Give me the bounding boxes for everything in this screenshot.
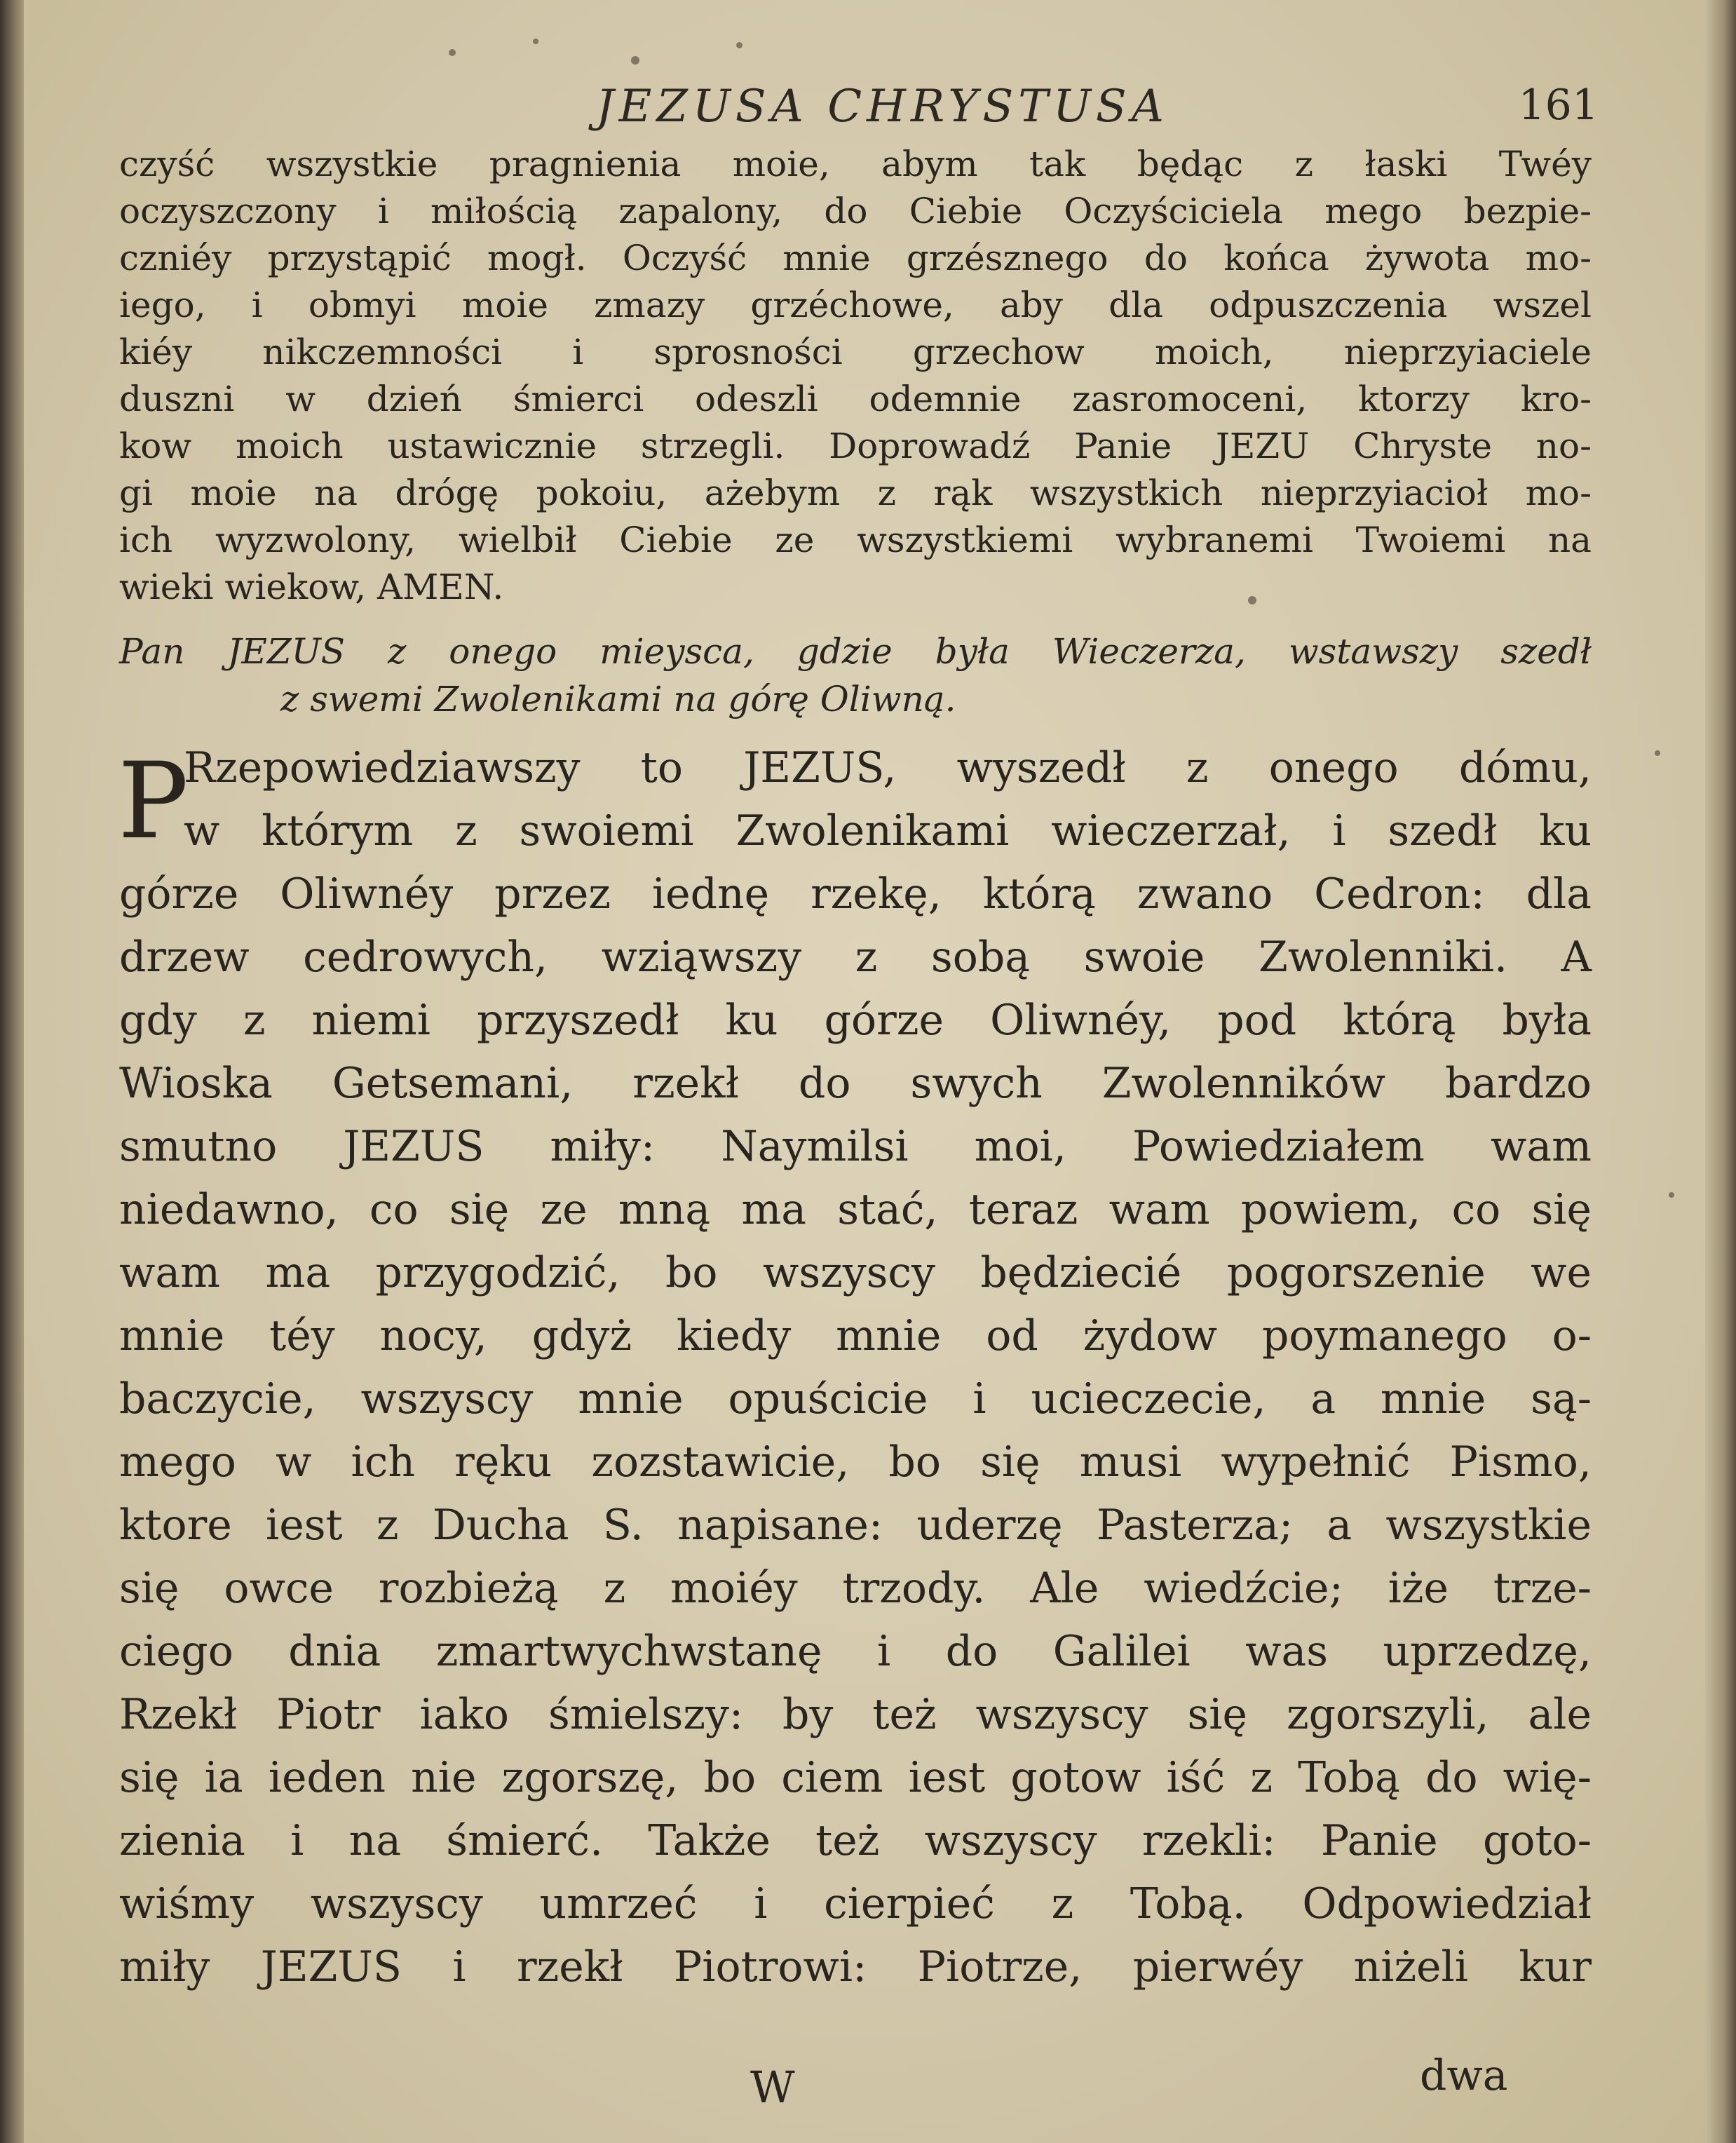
paper-speck — [449, 49, 456, 56]
page-header — [105, 81, 1599, 144]
body-line: ktore iest z Ducha S. napisane: uderzę Pasterza; a wszystkie — [119, 1501, 1592, 1550]
paper-speck — [1669, 1192, 1674, 1198]
body-line: górze Oliwnéy przez iednę rzekę, którą zwano Cedron: dla — [119, 870, 1592, 919]
prayer-line: oczyszczony i miłością zapalony, do Ciebie Oczyściciela mego bezpie- — [119, 191, 1592, 231]
body-line: drzew cedrowych, wziąwszy z sobą swoie Zwolenniki. A — [119, 933, 1592, 982]
prayer-line: czniéy przystąpić mogł. Oczyść mnie grzésznego do końca żywota mo- — [119, 238, 1592, 278]
prayer-line: kow moich ustawicznie strzegli. Doprowadź Panie JEZU Chryste no- — [119, 426, 1592, 466]
subheading-line-1: Pan JEZUS z onego mieysca, gdzie była Wieczerza, wstawszy szedł — [119, 631, 1592, 672]
body-line: zienia i na śmierć. Także też wszyscy rzekli: Panie goto- — [119, 1816, 1592, 1865]
page-number: 161 — [1518, 81, 1599, 130]
paper-speck — [631, 56, 639, 65]
signature-mark: W — [750, 2062, 795, 2113]
catchword: dwa — [1420, 2051, 1508, 2100]
paper-speck — [533, 39, 538, 44]
page-right-edge — [1705, 0, 1736, 2143]
body-line: miły JEZUS i rzekł Piotrowi: Piotrze, pierwéy niżeli kur — [119, 1942, 1592, 1992]
body-line: w którym z swoiemi Zwolenikami wieczerzał, i szedł ku — [184, 806, 1592, 856]
body-line: baczycie, wszyscy mnie opuścicie i ucieczecie, a mnie są- — [119, 1374, 1592, 1424]
body-line: mnie téy nocy, gdyż kiedy mnie od żydow poymanego o- — [119, 1311, 1592, 1360]
body-line: się owce rozbieżą z moiéy trzody. Ale wiedźcie; iże trze- — [119, 1564, 1592, 1613]
running-title: JEZUSA CHRYSTUSA — [596, 81, 1169, 133]
body-line: mego w ich ręku zozstawicie, bo się musi wypełnić Pismo, — [119, 1438, 1592, 1487]
body-line: się ia ieden nie zgorszę, bo ciem iest gotow iść z Tobą do wię- — [119, 1753, 1592, 1802]
prayer-line: ich wyzwolony, wielbił Ciebie ze wszystkiemi wybranemi Twoiemi na — [119, 520, 1592, 560]
drop-cap: P — [118, 741, 189, 863]
body-line: wiśmy wszyscy umrzeć i cierpieć z Tobą. Odpowiedział — [119, 1879, 1592, 1928]
prayer-line: czyść wszystkie pragnienia moie, abym tak będąc z łaski Twéy — [119, 144, 1592, 184]
body-line: niedawno, co się ze mną ma stać, teraz wam powiem, co się — [119, 1185, 1592, 1234]
prayer-line: kiéy nikczemności i sprosności grzechow moich, nieprzyiaciele — [119, 332, 1592, 372]
paper-speck — [1655, 750, 1660, 756]
subheading-line-2: z swemi Zwolenikami na górę Oliwną. — [280, 679, 956, 719]
paper-speck — [736, 42, 742, 48]
body-line: smutno JEZUS miły: Naymilsi moi, Powiedziałem wam — [119, 1122, 1592, 1171]
body-line: wam ma przygodzić, bo wszyscy będziecié pogorszenie we — [119, 1248, 1592, 1297]
body-line: Wioska Getsemani, rzekł do swych Zwolenników bardzo — [119, 1059, 1592, 1108]
prayer-line: duszni w dzień śmierci odeszli odemnie zasromoceni, ktorzy kro- — [119, 379, 1592, 419]
body-line: Rzekł Piotr iako śmielszy: by też wszyscy się zgorszyli, ale — [119, 1690, 1592, 1739]
body-line: gdy z niemi przyszedł ku górze Oliwnéy, pod którą była — [119, 996, 1592, 1045]
paper-speck — [1248, 596, 1256, 604]
prayer-line: gi moie na drógę pokoiu, ażebym z rąk wszystkich nieprzyiacioł mo- — [119, 473, 1592, 513]
body-line: Rzepowiedziawszy to JEZUS, wyszedł z onego dómu, — [184, 743, 1592, 792]
body-line: ciego dnia zmartwychwstanę i do Galilei was uprzedzę, — [119, 1627, 1592, 1676]
book-binding-edge — [0, 0, 24, 2143]
prayer-line-last: wieki wiekow, AMEN. — [119, 567, 504, 607]
prayer-line: iego, i obmyi moie zmazy grzéchowe, aby dla odpuszczenia wszel — [119, 285, 1592, 325]
